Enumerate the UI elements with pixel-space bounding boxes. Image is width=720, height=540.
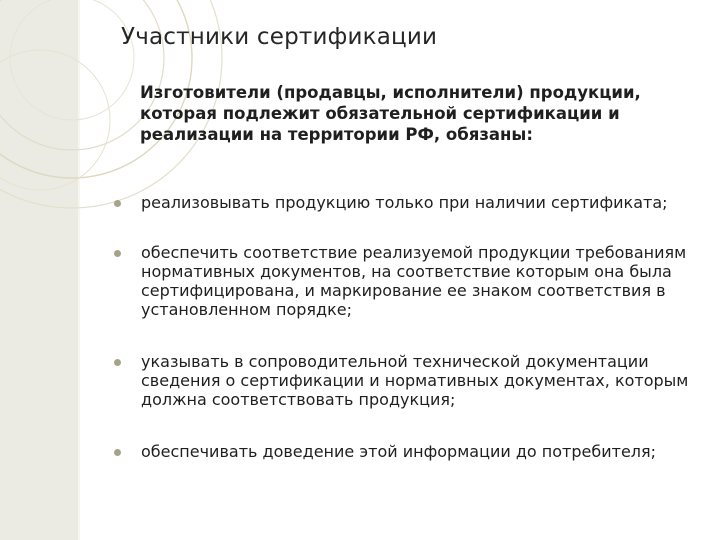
list-item: реализовывать продукцию только при наличии сертификата; bbox=[141, 193, 668, 212]
list-item: обеспечить соответствие реализуемой продукции требованиям нормативных документов, на соответствие которым она была сертифицирована, и маркирование ее знаком соответствия в установленном порядке; bbox=[141, 243, 687, 319]
list-item: указывать в сопроводительной технической документации сведения о сертификации и нормативных документах, которым должна соответствовать продукция; bbox=[141, 352, 689, 409]
bullet-marker bbox=[114, 359, 121, 366]
bullet-marker bbox=[114, 449, 121, 456]
slide-title: Участники сертификации bbox=[121, 24, 438, 50]
bullet-marker bbox=[114, 250, 121, 257]
intro-paragraph: Изготовители (продавцы, исполнители) продукции, которая подлежит обязательной сертификации и реализации на территории РФ, обязаны: bbox=[140, 83, 641, 144]
list-item: обеспечивать доведение этой информации до потребителя; bbox=[141, 442, 657, 461]
bullet-marker bbox=[114, 200, 121, 207]
